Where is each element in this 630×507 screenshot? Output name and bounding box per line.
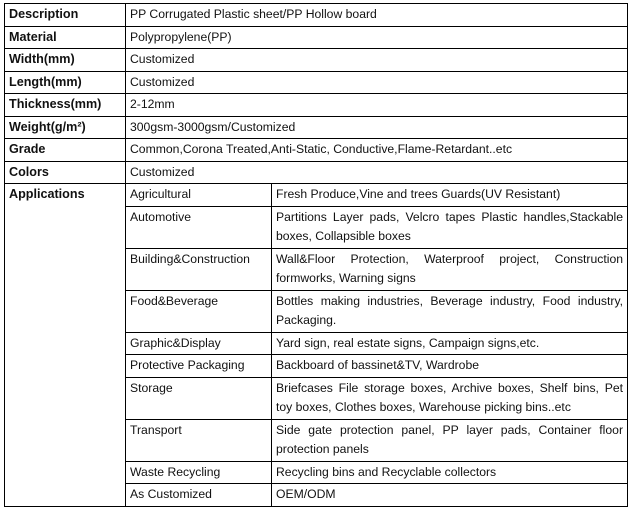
spec-label: Description bbox=[5, 4, 126, 27]
spec-value: Customized bbox=[126, 49, 628, 72]
application-category: Transport bbox=[126, 419, 272, 461]
application-category: Protective Packaging bbox=[126, 355, 272, 378]
application-category: Storage bbox=[126, 377, 272, 419]
spec-label: Material bbox=[5, 26, 126, 49]
spec-value: Common,Corona Treated,Anti-Static, Conductive,Flame-Retardant..etc bbox=[126, 139, 628, 162]
spec-table bbox=[4, 3, 628, 507]
spec-row-description bbox=[5, 4, 628, 27]
applications-label: Applications bbox=[5, 184, 126, 507]
spec-row-weight bbox=[5, 116, 628, 139]
spec-label: Thickness(mm) bbox=[5, 94, 126, 117]
spec-row-colors bbox=[5, 161, 628, 184]
application-detail: Side gate protection panel, PP layer pads, Container floor protection panels bbox=[272, 419, 628, 461]
application-detail: Yard sign, real estate signs, Campaign signs,etc. bbox=[272, 332, 628, 355]
application-category: As Customized bbox=[126, 484, 272, 507]
spec-row-length bbox=[5, 71, 628, 94]
spec-row-material bbox=[5, 26, 628, 49]
spec-row-grade bbox=[5, 139, 628, 162]
application-detail: Backboard of bassinet&TV, Wardrobe bbox=[272, 355, 628, 378]
application-category: Building&Construction bbox=[126, 248, 272, 290]
spec-value: PP Corrugated Plastic sheet/PP Hollow board bbox=[126, 4, 628, 27]
spec-label: Grade bbox=[5, 139, 126, 162]
spec-row-width bbox=[5, 49, 628, 72]
spec-label: Length(mm) bbox=[5, 71, 126, 94]
application-category: Automotive bbox=[126, 206, 272, 248]
spec-table-wrapper bbox=[4, 3, 628, 507]
application-detail: Recycling bins and Recyclable collectors bbox=[272, 461, 628, 484]
spec-label: Width(mm) bbox=[5, 49, 126, 72]
application-row bbox=[5, 184, 628, 207]
application-category: Food&Beverage bbox=[126, 290, 272, 332]
application-category: Graphic&Display bbox=[126, 332, 272, 355]
application-detail: Wall&Floor Protection, Waterproof project, Construction formworks, Warning signs bbox=[272, 248, 628, 290]
application-category: Waste Recycling bbox=[126, 461, 272, 484]
spec-value: 300gsm-3000gsm/Customized bbox=[126, 116, 628, 139]
spec-value: 2-12mm bbox=[126, 94, 628, 117]
spec-row-thickness bbox=[5, 94, 628, 117]
spec-value: Customized bbox=[126, 161, 628, 184]
application-detail: Fresh Produce,Vine and trees Guards(UV Resistant) bbox=[272, 184, 628, 207]
spec-value: Customized bbox=[126, 71, 628, 94]
application-detail: OEM/ODM bbox=[272, 484, 628, 507]
spec-label: Weight(g/m²) bbox=[5, 116, 126, 139]
spec-label: Colors bbox=[5, 161, 126, 184]
application-detail: Bottles making industries, Beverage industry, Food industry, Packaging. bbox=[272, 290, 628, 332]
application-detail: Partitions Layer pads, Velcro tapes Plastic handles,Stackable boxes, Collapsible boxes bbox=[272, 206, 628, 248]
spec-value: Polypropylene(PP) bbox=[126, 26, 628, 49]
application-category: Agricultural bbox=[126, 184, 272, 207]
application-detail: Briefcases File storage boxes, Archive boxes, Shelf bins, Pet toy boxes, Clothes boxes, Warehouse picking bins..etc bbox=[272, 377, 628, 419]
